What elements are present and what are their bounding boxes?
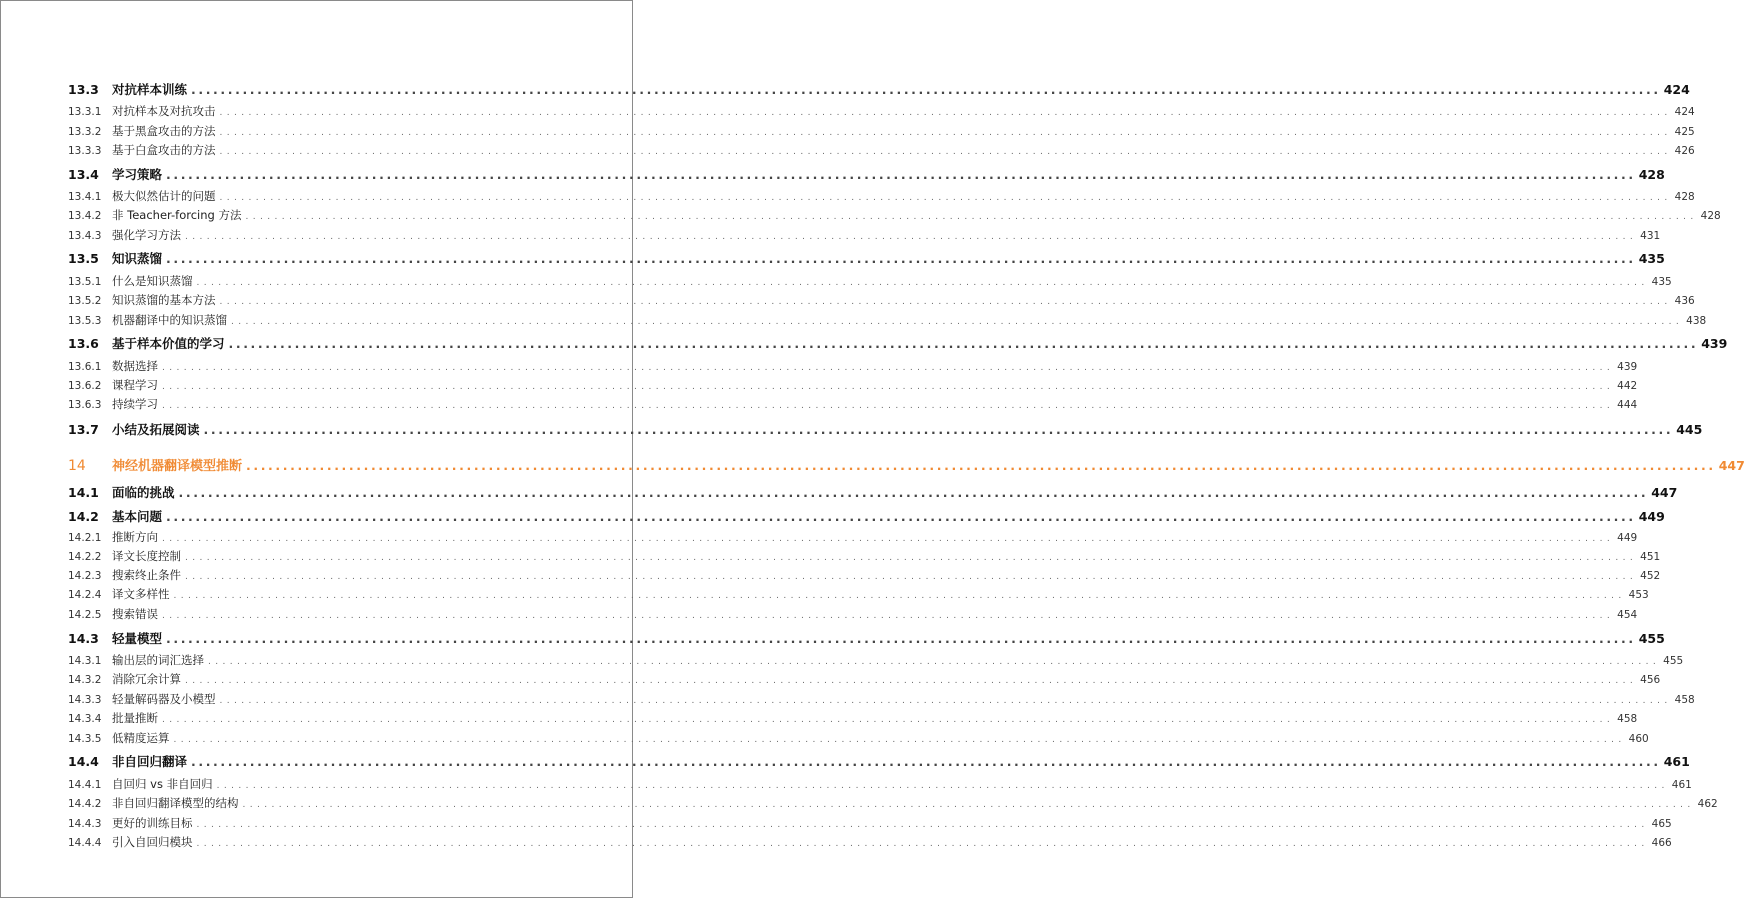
toc-entry-title: 低精度运算	[112, 731, 170, 745]
dot-leader: ........................................................................................................................................................................................................	[162, 715, 1615, 725]
toc-entry-page-number: 424	[1674, 106, 1695, 118]
toc-entry-title: 非自回归翻译	[112, 754, 188, 769]
toc-entry-title: 什么是知识蒸馏	[112, 274, 193, 288]
toc-entry-number: 13.4	[68, 167, 99, 182]
toc-entry-sub[interactable]	[68, 691, 1695, 707]
toc-entry-section[interactable]	[68, 165, 1665, 183]
toc-entry-sub[interactable]	[68, 671, 1661, 687]
toc-entry-page-number: 455	[1663, 655, 1684, 667]
toc-entry-title: 基于白盒攻击的方法	[112, 143, 216, 157]
toc-entry-title: 输出层的词汇选择	[112, 653, 204, 667]
toc-entry-title: 批量推断	[112, 711, 158, 725]
toc-entry-sub[interactable]	[68, 377, 1638, 393]
toc-entry-title: 对抗样本及对抗攻击	[112, 104, 216, 118]
toc-entry-page-number: 435	[1651, 276, 1672, 288]
dot-leader: ........................................................................................................................................................................................................	[173, 591, 1626, 601]
toc-entry-title: 译文多样性	[112, 587, 170, 601]
toc-entry-title: 持续学习	[112, 397, 158, 411]
dot-leader: ........................................................................................................................................................................................................	[162, 363, 1615, 373]
toc-entry-page-number: 462	[1697, 798, 1718, 810]
dot-leader: ........................................................................................................................................................................................................	[162, 401, 1615, 411]
toc-entry-title: 基本问题	[112, 509, 163, 524]
toc-entry-number: 14.2.4	[68, 589, 102, 601]
toc-entry-number: 13.3.1	[68, 106, 102, 118]
toc-entry-sub[interactable]	[68, 188, 1695, 204]
toc-entry-title: 轻量解码器及小模型	[112, 692, 216, 706]
toc-entry-page-number: 439	[1617, 361, 1638, 373]
toc-entry-page-number: 449	[1617, 532, 1638, 544]
toc-entry-section[interactable]	[68, 420, 1703, 438]
toc-entry-page-number: 458	[1674, 694, 1695, 706]
toc-entry-title: 自回归 vs 非自回归	[112, 777, 213, 791]
toc-entry-page-number: 461	[1663, 754, 1690, 769]
toc-entry-title: 小结及拓展阅读	[112, 422, 200, 437]
toc-entry-number: 13.6.2	[68, 380, 102, 392]
toc-entry-page-number: 451	[1640, 551, 1661, 563]
toc-entry-page-number: 424	[1663, 82, 1690, 97]
toc-entry-number: 13.3.3	[68, 145, 102, 157]
toc-entry-title: 机器翻译中的知识蒸馏	[112, 313, 227, 327]
toc-entry-number: 13.6	[68, 336, 99, 351]
toc-entry-page-number: 454	[1617, 609, 1638, 621]
toc-entry-number: 13.5	[68, 251, 99, 266]
toc-entry-sub[interactable]	[68, 292, 1695, 308]
toc-entry-section[interactable]	[68, 334, 1728, 352]
toc-entry-title: 强化学习方法	[112, 228, 181, 242]
toc-entry-title: 神经机器翻译模型推断	[112, 459, 243, 474]
toc-entry-number: 13.4.1	[68, 191, 102, 203]
toc-entry-page-number: 428	[1700, 210, 1721, 222]
dot-leader: ........................................................................................................................................................................................................	[178, 485, 1649, 500]
toc-entry-number: 14.2.3	[68, 570, 102, 582]
dot-leader: ........................................................................................................................................................................................................	[162, 534, 1615, 544]
toc-entry-title: 知识蒸馏	[112, 251, 163, 266]
toc-entry-page-number: 438	[1686, 315, 1707, 327]
dot-leader: ........................................................................................................................................................................................................	[231, 317, 1684, 327]
toc-entry-sub[interactable]	[68, 652, 1684, 668]
toc-entry-title: 推断方向	[112, 530, 158, 544]
toc-entry-page-number: 452	[1640, 570, 1661, 582]
toc-entry-sub[interactable]	[68, 795, 1718, 811]
dot-leader: ........................................................................................................................................................................................................	[219, 297, 1672, 307]
toc-entry-sub[interactable]	[68, 548, 1661, 564]
dot-leader: ........................................................................................................................................................................................................	[219, 696, 1672, 706]
dot-leader: ........................................................................................................................................................................................................	[166, 167, 1636, 182]
dot-leader: ........................................................................................................................................................................................................	[219, 128, 1672, 138]
toc-entry-number: 14.1	[68, 485, 99, 500]
toc-entry-title: 面临的挑战	[112, 485, 175, 500]
toc-entry-title: 引入自回归模块	[112, 835, 193, 849]
toc-entry-title: 轻量模型	[112, 631, 163, 646]
dot-leader: ........................................................................................................................................................................................................	[173, 735, 1626, 745]
toc-entry-page-number: 426	[1674, 145, 1695, 157]
toc-entry-title: 知识蒸馏的基本方法	[112, 293, 216, 307]
dot-leader: ........................................................................................................................................................................................................	[203, 422, 1674, 437]
dot-leader: ........................................................................................................................................................................................................	[208, 657, 1661, 667]
toc-entry-number: 14	[68, 458, 86, 474]
toc-entry-page-number: 460	[1628, 733, 1649, 745]
toc-entry-number: 13.3.2	[68, 126, 102, 138]
toc-entry-sub[interactable]	[68, 606, 1638, 622]
dot-leader: ........................................................................................................................................................................................................	[185, 232, 1638, 242]
toc-entry-sub[interactable]	[68, 815, 1672, 831]
dot-leader: ........................................................................................................................................................................................................	[191, 82, 1661, 97]
toc-entry-page-number: 428	[1638, 167, 1665, 182]
toc-entry-page-number: 428	[1674, 191, 1695, 203]
toc-entry-sub[interactable]	[68, 312, 1707, 328]
toc-entry-number: 13.4.3	[68, 230, 102, 242]
toc-entry-page-number: 436	[1674, 295, 1695, 307]
dot-leader: ........................................................................................................................................................................................................	[166, 509, 1636, 524]
toc-entry-page-number: 447	[1651, 485, 1678, 500]
toc-entry-number: 13.5.2	[68, 295, 102, 307]
toc-entry-page-number: 442	[1617, 380, 1638, 392]
toc-entry-sub[interactable]	[68, 273, 1672, 289]
toc-entry-title: 译文长度控制	[112, 549, 181, 563]
toc-entry-title: 基于黑盒攻击的方法	[112, 124, 216, 138]
toc-entry-number: 14.3	[68, 631, 99, 646]
toc-entry-sub[interactable]	[68, 207, 1721, 223]
toc-entry-page-number: 455	[1638, 631, 1665, 646]
toc-entry-title: 数据选择	[112, 359, 158, 373]
toc-entry-number: 14.3.4	[68, 713, 102, 725]
toc-entry-number: 13.3	[68, 82, 99, 97]
toc-entry-title: 极大似然估计的问题	[112, 189, 216, 203]
dot-leader: ........................................................................................................................................................................................................	[219, 147, 1672, 157]
dot-leader: ........................................................................................................................................................................................................	[216, 781, 1669, 791]
toc-entry-page-number: 425	[1674, 126, 1695, 138]
toc-entry-sub[interactable]	[68, 529, 1638, 545]
toc-entry-number: 13.7	[68, 422, 99, 437]
toc-entry-page-number: 458	[1617, 713, 1638, 725]
toc-entry-sub[interactable]	[68, 103, 1695, 119]
toc-entry-number: 14.4	[68, 754, 99, 769]
toc-entry-page-number: 466	[1651, 837, 1672, 849]
toc-entry-title: 学习策略	[112, 167, 163, 182]
toc-entry-sub[interactable]	[68, 834, 1672, 850]
dot-leader: ........................................................................................................................................................................................................	[185, 553, 1638, 563]
toc-entry-page-number: 465	[1651, 818, 1672, 830]
toc-entry-number: 14.2.5	[68, 609, 102, 621]
toc-entry-page-number: 431	[1640, 230, 1661, 242]
toc-entry-number: 14.3.5	[68, 733, 102, 745]
toc-entry-number: 14.3.2	[68, 674, 102, 686]
toc-entry-title: 非 Teacher-forcing 方法	[112, 208, 242, 222]
dot-leader: ........................................................................................................................................................................................................	[219, 108, 1672, 118]
dot-leader: ........................................................................................................................................................................................................	[191, 754, 1661, 769]
toc-entry-title: 课程学习	[112, 378, 158, 392]
dot-leader: ........................................................................................................................................................................................................	[242, 800, 1695, 810]
toc-entry-page-number: 449	[1638, 509, 1665, 524]
toc-entry-number: 14.2.1	[68, 532, 102, 544]
toc-entry-title: 基于样本价值的学习	[112, 336, 225, 351]
toc-entry-number: 13.5.3	[68, 315, 102, 327]
toc-entry-number: 14.3.1	[68, 655, 102, 667]
dot-leader: ........................................................................................................................................................................................................	[166, 251, 1636, 266]
toc-entry-page-number: 439	[1701, 336, 1728, 351]
toc-entry-section[interactable]	[68, 629, 1665, 647]
toc-entry-title: 消除冗余计算	[112, 672, 181, 686]
toc-entry-sub[interactable]	[68, 142, 1695, 158]
toc-entry-sub[interactable]	[68, 123, 1695, 139]
toc-entry-page-number: 435	[1638, 251, 1665, 266]
dot-leader: ........................................................................................................................................................................................................	[245, 212, 1698, 222]
toc-entry-page-number: 461	[1671, 779, 1692, 791]
toc-entry-chapter[interactable]	[68, 455, 1745, 474]
dot-leader: ........................................................................................................................................................................................................	[246, 458, 1716, 473]
toc-entry-title: 搜索错误	[112, 607, 158, 621]
toc-entry-title: 非自回归翻译模型的结构	[112, 796, 239, 810]
toc-entry-sub[interactable]	[68, 730, 1649, 746]
toc-entry-sub[interactable]	[68, 776, 1692, 792]
toc-entry-sub[interactable]	[68, 567, 1661, 583]
dot-leader: ........................................................................................................................................................................................................	[196, 839, 1649, 849]
toc-entry-sub[interactable]	[68, 358, 1638, 374]
dot-leader: ........................................................................................................................................................................................................	[162, 611, 1615, 621]
toc-entry-page-number: 447	[1718, 458, 1745, 473]
toc-entry-number: 13.6.1	[68, 361, 102, 373]
toc-entry-number: 14.4.4	[68, 837, 102, 849]
toc-entry-sub[interactable]	[68, 396, 1638, 412]
toc-entry-page-number: 453	[1628, 589, 1649, 601]
toc-entry-title: 搜索终止条件	[112, 568, 181, 582]
toc-entry-section[interactable]	[68, 507, 1665, 525]
toc-entry-section[interactable]	[68, 80, 1690, 98]
toc-entry-page-number: 444	[1617, 399, 1638, 411]
toc-entry-number: 13.4.2	[68, 210, 102, 222]
toc-entry-number: 14.4.2	[68, 798, 102, 810]
dot-leader: ........................................................................................................................................................................................................	[162, 382, 1615, 392]
toc-entry-sub[interactable]	[68, 710, 1638, 726]
toc-entry-number: 13.5.1	[68, 276, 102, 288]
toc-entry-number: 14.3.3	[68, 694, 102, 706]
toc-entry-section[interactable]	[68, 752, 1690, 770]
toc-entry-section[interactable]	[68, 483, 1678, 501]
dot-leader: ........................................................................................................................................................................................................	[185, 572, 1638, 582]
dot-leader: ........................................................................................................................................................................................................	[196, 820, 1649, 830]
toc-entry-number: 14.4.1	[68, 779, 102, 791]
dot-leader: ........................................................................................................................................................................................................	[228, 336, 1699, 351]
dot-leader: ........................................................................................................................................................................................................	[219, 193, 1672, 203]
toc-entry-number: 14.2.2	[68, 551, 102, 563]
toc-entry-number: 14.4.3	[68, 818, 102, 830]
toc-entry-page-number: 445	[1676, 422, 1703, 437]
toc-entry-section[interactable]	[68, 249, 1665, 267]
dot-leader: ........................................................................................................................................................................................................	[185, 676, 1638, 686]
toc-entry-number: 14.2	[68, 509, 99, 524]
toc-entry-title: 更好的训练目标	[112, 816, 193, 830]
toc-entry-sub[interactable]	[68, 586, 1649, 602]
toc-entry-sub[interactable]	[68, 227, 1661, 243]
toc-entry-page-number: 456	[1640, 674, 1661, 686]
dot-leader: ........................................................................................................................................................................................................	[196, 278, 1649, 288]
dot-leader: ........................................................................................................................................................................................................	[166, 631, 1636, 646]
toc-entry-number: 13.6.3	[68, 399, 102, 411]
toc-entry-title: 对抗样本训练	[112, 82, 188, 97]
